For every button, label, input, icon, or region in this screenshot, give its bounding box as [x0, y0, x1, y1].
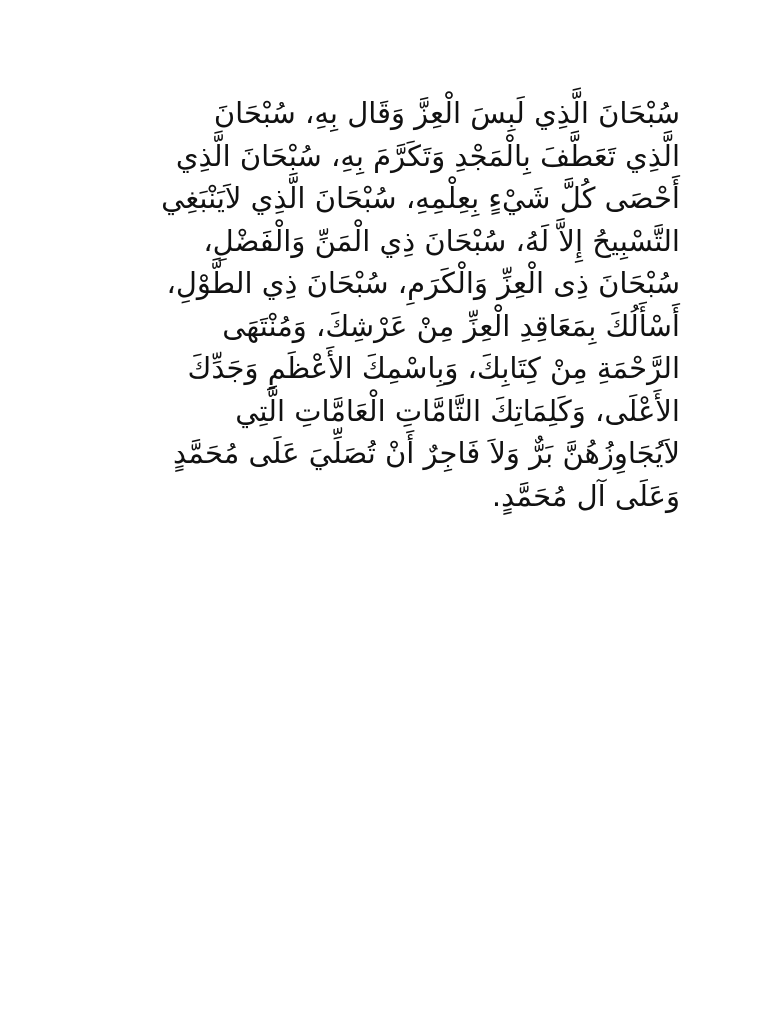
text-line-7: الرَّحْمَةِ مِنْ كِتَابِكَ، وَبِاسْمِكَ الأَعْظَمِ وَجَدِّكَ	[187, 351, 680, 385]
text-line-4: التَّسْبِيحُ إِلاَّ لَهُ، سُبْحَانَ ذِي الْمَنِّ وَالْفَضْلِ،	[203, 223, 680, 258]
text-line-6: أَسْأَلُكَ بِمَعَاقِدِ الْعِزِّ مِنْ عَرْشِكَ، وَمُنْتَهَى	[222, 308, 680, 343]
text-line-8: الأَعْلَى، وَكَلِمَاتِكَ التَّامَّاتِ الْعَامَّاتِ الَّتِي	[235, 393, 680, 428]
text-line-10: وَعَلَى آل مُحَمَّدٍ.	[491, 478, 680, 513]
text-line-3: أَحْصَى كُلَّ شَيْءٍ بِعِلْمِهِ، سُبْحَانَ الَّذِي لاَيَنْبَغِي	[161, 181, 680, 215]
text-line-5: سُبْحَانَ ذِى الْعِزِّ وَالْكَرَمِ، سُبْحَانَ ذِي الطَّوْلِ،	[166, 266, 680, 300]
text-line-2: الَّذِي تَعَطَّفَ بِالْمَجْدِ وَتَكَرَّمَ بِهِ، سُبْحَانَ الَّذِي	[175, 138, 680, 173]
text-line-1: سُبْحَانَ الَّذِي لَبِسَ الْعِزَّ وَقَال بِهِ، سُبْحَانَ	[213, 96, 680, 130]
text-line-9: لاَيُجَاوِزُهُنَّ بَرٌّ وَلاَ فَاجِرٌ أَنْ تُصَلِّيَ عَلَى مُحَمَّدٍ	[173, 436, 680, 470]
arabic-text-paragraph	[88, 92, 680, 517]
